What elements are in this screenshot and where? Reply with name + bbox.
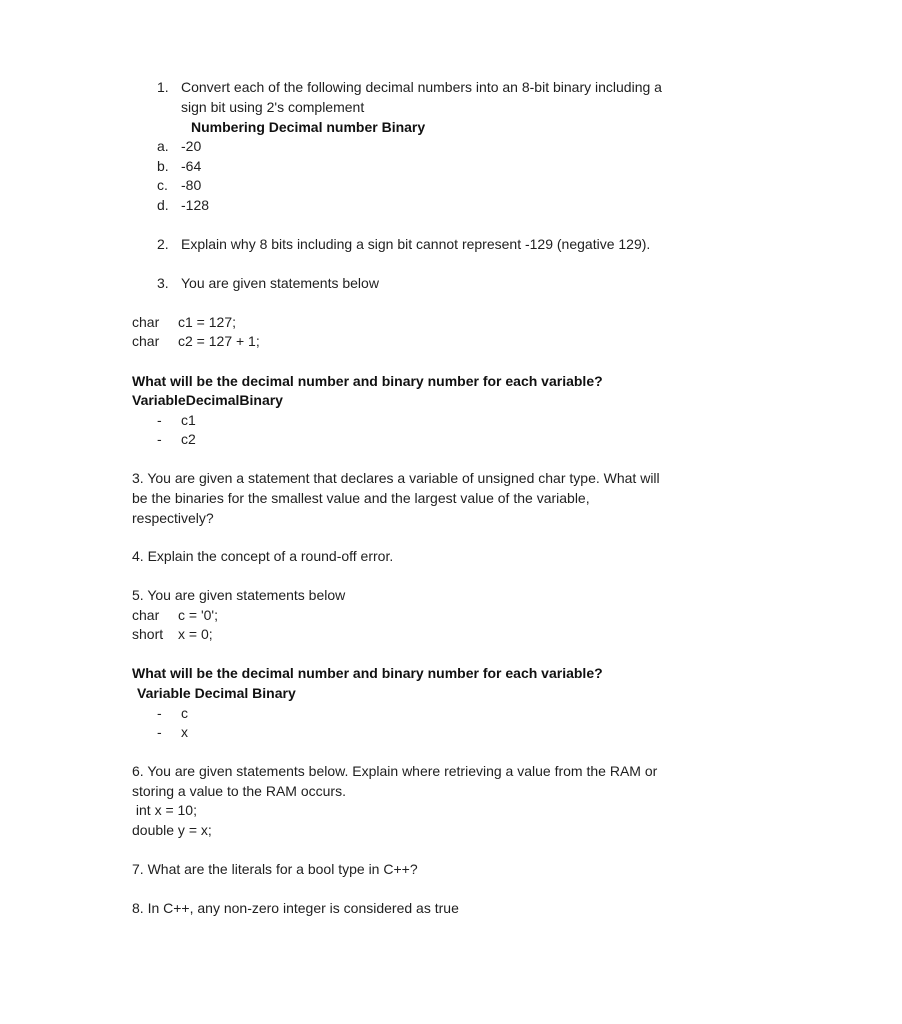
paragraph-line: storing a value to the RAM occurs. xyxy=(132,783,346,799)
list-item: x xyxy=(181,724,188,740)
q5-text: 5. You are given statements below xyxy=(132,587,346,603)
q2-text: Explain why 8 bits including a sign bit cannot represent -129 (negative 129). xyxy=(181,236,651,252)
list-item: c1 xyxy=(181,412,196,428)
q1-number: 1. xyxy=(157,79,169,95)
code-line: double y = x; xyxy=(132,822,212,838)
list-item: c xyxy=(181,705,188,721)
paragraph-line: be the binaries for the smallest value and the largest value of the variable, xyxy=(132,490,590,506)
list-marker: - xyxy=(157,431,162,447)
list-value: -20 xyxy=(181,138,202,154)
q7-text: 7. What are the literals for a bool type in C++? xyxy=(132,861,418,877)
code-type: char xyxy=(132,333,160,349)
code-type: short xyxy=(132,626,164,642)
list-item: c2 xyxy=(181,431,196,447)
q2-number: 2. xyxy=(157,236,169,252)
list-marker: b. xyxy=(157,158,169,174)
list-value: -80 xyxy=(181,177,202,193)
code-type: char xyxy=(132,314,160,330)
q1-table-header: Numbering Decimal number Binary xyxy=(191,119,426,135)
q3-text: You are given statements below xyxy=(181,275,379,291)
list-marker: - xyxy=(157,412,162,428)
list-marker: d. xyxy=(157,197,169,213)
paragraph-line: respectively? xyxy=(132,510,214,526)
q3-question: What will be the decimal number and binary number for each variable? xyxy=(132,373,603,389)
code-statement: c2 = 127 + 1; xyxy=(178,333,260,349)
list-value: -128 xyxy=(181,197,210,213)
q8-text: 8. In C++, any non-zero integer is considered as true xyxy=(132,900,459,916)
q1-text-line1: Convert each of the following decimal numbers into an 8-bit binary including a xyxy=(181,79,662,95)
code-type: char xyxy=(132,607,160,623)
list-marker: a. xyxy=(157,138,169,154)
q3-table-header: VariableDecimalBinary xyxy=(132,392,283,408)
q5-question: What will be the decimal number and binary number for each variable? xyxy=(132,665,603,681)
q4-text: 4. Explain the concept of a round-off error. xyxy=(132,548,394,564)
code-statement: x = 0; xyxy=(178,626,213,642)
list-marker: c. xyxy=(157,177,168,193)
list-marker: - xyxy=(157,724,162,740)
paragraph-line: 3. You are given a statement that declares a variable of unsigned char type. What will xyxy=(132,470,660,486)
list-value: -64 xyxy=(181,158,202,174)
q5-table-header: Variable Decimal Binary xyxy=(137,685,296,701)
q3-number: 3. xyxy=(157,275,169,291)
list-marker: - xyxy=(157,705,162,721)
q1-text-line2: sign bit using 2's complement xyxy=(181,99,365,115)
code-line: int x = 10; xyxy=(132,802,197,818)
code-statement: c = '0'; xyxy=(178,607,218,623)
code-statement: c1 = 127; xyxy=(178,314,236,330)
paragraph-line: 6. You are given statements below. Explain where retrieving a value from the RAM or xyxy=(132,763,658,779)
